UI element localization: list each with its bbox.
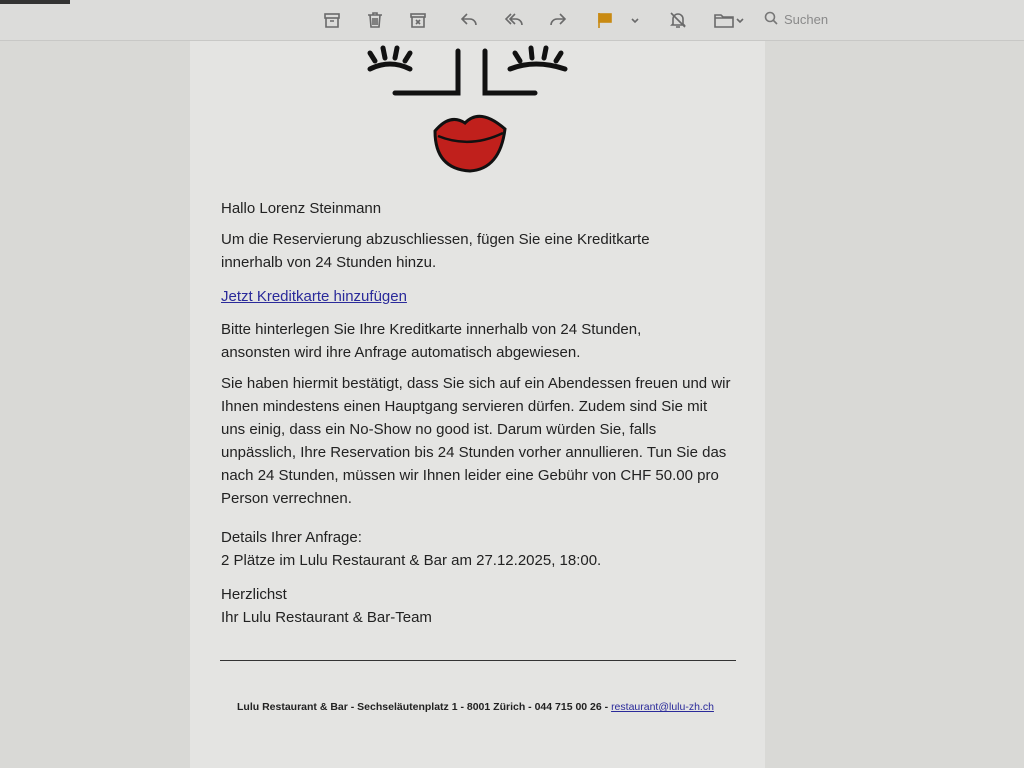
paragraph-deadline: Bitte hinterlegen Sie Ihre Kreditkarte innerhalb von 24 Stunden, ansonsten wird ihre Anfrage automatisch abgewiesen. [221, 321, 642, 361]
window-edge [0, 0, 70, 4]
reply-icon[interactable] [458, 9, 480, 31]
mute-bell-icon[interactable] [667, 9, 689, 31]
trash-icon[interactable] [364, 9, 386, 31]
divider [220, 660, 736, 661]
archive-icon[interactable] [321, 9, 343, 31]
flag-menu-chevron-icon[interactable] [624, 9, 646, 31]
search-placeholder: Suchen [784, 11, 829, 27]
search-icon [764, 11, 778, 28]
footer [237, 701, 714, 713]
move-folder-icon[interactable] [712, 9, 746, 31]
add-credit-card-link[interactable]: Jetzt Kreditkarte hinzufügen [221, 288, 407, 305]
search-field[interactable] [756, 6, 1024, 32]
forward-icon[interactable] [547, 9, 569, 31]
reservation-details: 2 Plätze im Lulu Restaurant & Bar am 27.12.2025, 18:00. [221, 552, 602, 569]
junk-icon[interactable] [407, 9, 429, 31]
footer-email-link[interactable]: restaurant@lulu-zh.ch [611, 701, 714, 713]
flag-icon[interactable] [594, 9, 616, 31]
greeting: Hallo Lorenz Steinmann [221, 200, 382, 217]
paragraph-no-show-policy: Sie haben hiermit bestätigt, dass Sie sich auf ein Abendessen freuen und wir Ihnen mindestens einen Hauptgang servieren dürfen. Zudem sind Sie mit uns einig, dass ein No-Show no good ist. Darum würden Sie, falls unpässlich, Ihre Reservation bis 24 Stunden vorher annullieren. Tun Sie das nach 24 Stunden, müssen wir Ihnen leider eine Gebühr von CHF 50.00 pro Person verrechnen. [221, 375, 731, 507]
lulu-face-logo [360, 41, 590, 176]
details-label: Details Ihrer Anfrage: [221, 529, 362, 546]
footer-address: Lulu Restaurant & Bar - Sechseläutenplatz 1 - 8001 Zürich - 044 715 00 26 - [237, 701, 612, 713]
reply-all-icon[interactable] [503, 9, 525, 31]
paragraph-add-card: Um die Reservierung abzuschliessen, fügen Sie eine Kreditkarte innerhalb von 24 Stunden hinzu. [221, 231, 650, 271]
signature: Ihr Lulu Restaurant & Bar-Team [221, 609, 432, 626]
closing: Herzlichst [221, 586, 287, 603]
mail-toolbar [0, 0, 1024, 41]
